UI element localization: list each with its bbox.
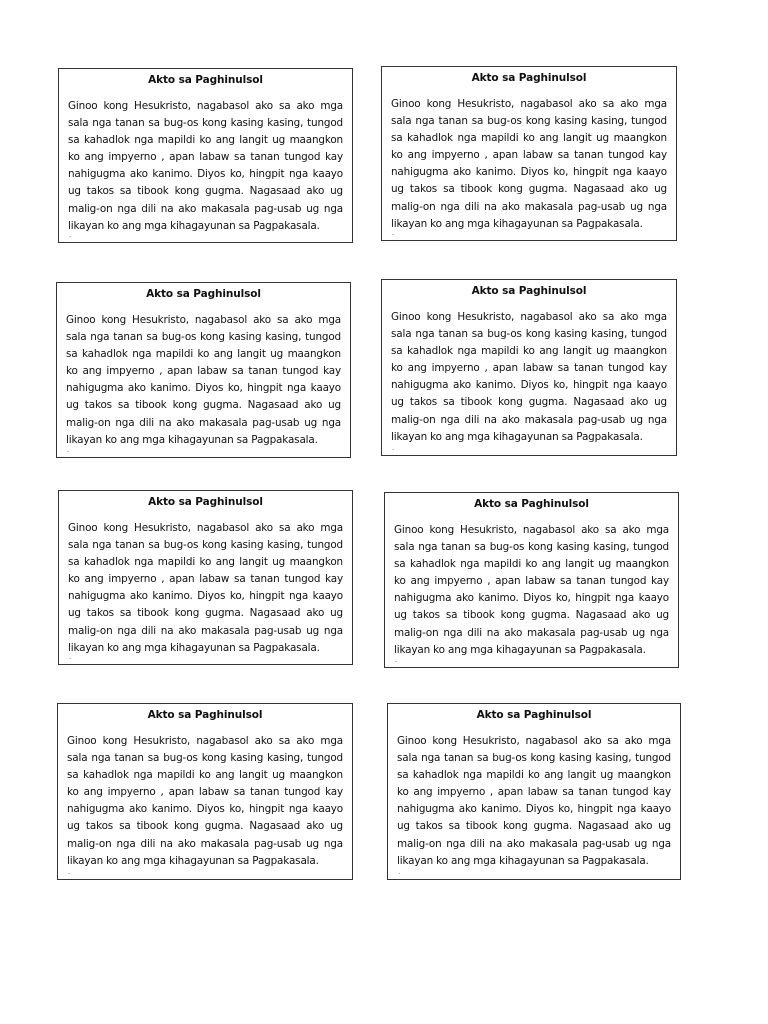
card-title: Akto sa Paghinulsol	[474, 498, 589, 510]
prayer-card-3	[56, 282, 351, 458]
card-title: Akto sa Paghinulsol	[471, 285, 587, 297]
prayer-card-7	[57, 703, 353, 880]
prayer-card-2	[381, 66, 677, 241]
card-title: Akto sa Paghinulsol	[148, 74, 263, 86]
stray-mark: ·	[392, 446, 395, 454]
card-title: Akto sa Paghinulsol	[148, 496, 263, 508]
stray-mark: ·	[392, 231, 395, 239]
card-body: Ginoo kong Hesukristo, nagabasol ako sa ako mga sala nga tanan sa bug-os kong kasing kasing, tungod sa kahadlok nga mapildi ko ang langit ug maangkon ko ang impyerno , apan labaw sa tanan tungod kay nahigugma ako kanimo. Diyos ko, hingpit nga kaayo ug takos sa tibook kong gugma. Nagasaad ako ug malig-on nga dili na ako makasala pag-usab ug nga likayan ko ang mga kihagayunan sa Pagpakasala.	[391, 311, 667, 443]
stray-mark: ·	[67, 448, 70, 456]
card-title: Akto sa Paghinulsol	[476, 709, 592, 721]
card-title: Akto sa Paghinulsol	[471, 72, 587, 84]
stray-mark: ·	[395, 658, 398, 666]
prayer-card-8	[387, 703, 681, 880]
card-body: Ginoo kong Hesukristo, nagabasol ako sa ako mga sala nga tanan sa bug-os kong kasing kasing, tungod sa kahadlok nga mapildi ko ang langit ug maangkon ko ang impyerno , apan labaw sa tanan tungod kay nahigugma ako kanimo. Diyos ko, hingpit nga kaayo ug takos sa tibook kong gugma. Nagasaad ako ug malig-on nga dili na ako makasala pag-usab ug nga likayan ko ang mga kihagayunan sa Pagpakasala.	[391, 98, 667, 230]
stray-mark: ·	[398, 870, 401, 878]
prayer-card-6	[384, 492, 679, 668]
stray-mark: ·	[69, 233, 72, 241]
card-body: Ginoo kong Hesukristo, nagabasol ako sa ako mga sala nga tanan sa bug-os kong kasing kasing, tungod sa kahadlok nga mapildi ko ang langit ug maangkon ko ang impyerno , apan labaw sa tanan tungod kay nahigugma ako kanimo. Diyos ko, hingpit nga kaayo ug takos sa tibook kong gugma. Nagasaad ako ug malig-on nga dili na ako makasala pag-usab ug nga likayan ko ang mga kihagayunan sa Pagpakasala.	[394, 524, 669, 656]
card-body: Ginoo kong Hesukristo, nagabasol ako sa ako mga sala nga tanan sa bug-os kong kasing kasing, tungod sa kahadlok nga mapildi ko ang langit ug maangkon ko ang impyerno , apan labaw sa tanan tungod kay nahigugma ako kanimo. Diyos ko, hingpit nga kaayo ug takos sa tibook kong gugma. Nagasaad ako ug malig-on nga dili na ako makasala pag-usab ug nga likayan ko ang mga kihagayunan sa Pagpakasala.	[397, 735, 671, 867]
card-title: Akto sa Paghinulsol	[146, 288, 261, 300]
prayer-card-1	[58, 68, 353, 243]
prayer-card-5	[58, 490, 353, 665]
card-body: Ginoo kong Hesukristo, nagabasol ako sa ako mga sala nga tanan sa bug-os kong kasing kasing, tungod sa kahadlok nga mapildi ko ang langit ug maangkon ko ang impyerno , apan labaw sa tanan tungod kay nahigugma ako kanimo. Diyos ko, hingpit nga kaayo ug takos sa tibook kong gugma. Nagasaad ako ug malig-on nga dili na ako makasala pag-usab ug nga likayan ko ang mga kihagayunan sa Pagpakasala.	[68, 100, 343, 232]
card-body: Ginoo kong Hesukristo, nagabasol ako sa ako mga sala nga tanan sa bug-os kong kasing kasing, tungod sa kahadlok nga mapildi ko ang langit ug maangkon ko ang impyerno , apan labaw sa tanan tungod kay nahigugma ako kanimo. Diyos ko, hingpit nga kaayo ug takos sa tibook kong gugma. Nagasaad ako ug malig-on nga dili na ako makasala pag-usab ug nga likayan ko ang mga kihagayunan sa Pagpakasala.	[67, 735, 343, 867]
prayer-card-4	[381, 279, 677, 456]
card-body: Ginoo kong Hesukristo, nagabasol ako sa ako mga sala nga tanan sa bug-os kong kasing kasing, tungod sa kahadlok nga mapildi ko ang langit ug maangkon ko ang impyerno , apan labaw sa tanan tungod kay nahigugma ako kanimo. Diyos ko, hingpit nga kaayo ug takos sa tibook kong gugma. Nagasaad ako ug malig-on nga dili na ako makasala pag-usab ug nga likayan ko ang mga kihagayunan sa Pagpakasala.	[68, 522, 343, 654]
card-body: Ginoo kong Hesukristo, nagabasol ako sa ako mga sala nga tanan sa bug-os kong kasing kasing, tungod sa kahadlok nga mapildi ko ang langit ug maangkon ko ang impyerno , apan labaw sa tanan tungod kay nahigugma ako kanimo. Diyos ko, hingpit nga kaayo ug takos sa tibook kong gugma. Nagasaad ako ug malig-on nga dili na ako makasala pag-usab ug nga likayan ko ang mga kihagayunan sa Pagpakasala.	[66, 314, 341, 446]
card-title: Akto sa Paghinulsol	[147, 709, 263, 721]
stray-mark: ·	[68, 870, 71, 878]
stray-mark: ·	[69, 655, 72, 663]
